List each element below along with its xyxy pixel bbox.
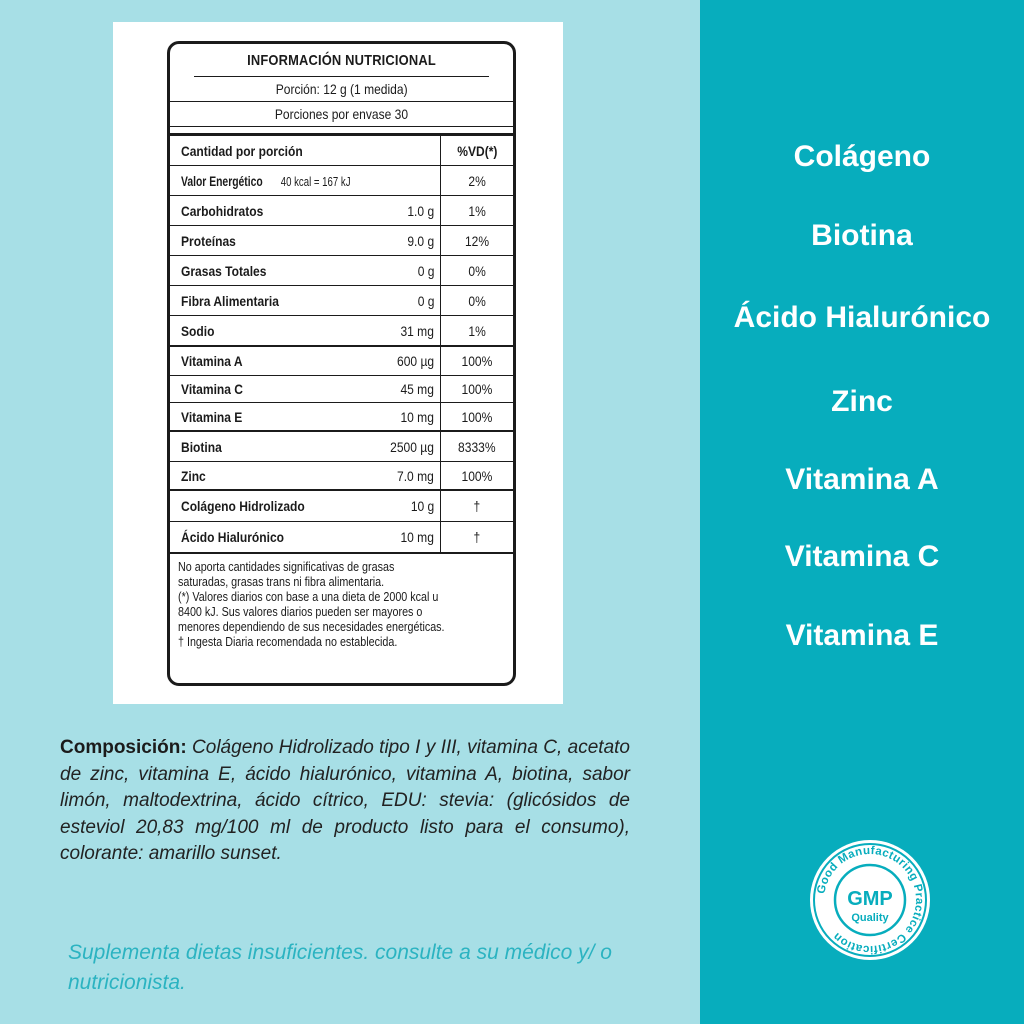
table-header-row	[170, 136, 513, 166]
nutrient-qty: 10 mg	[400, 529, 434, 545]
header-vd: %VD(*)	[456, 142, 498, 159]
table-row	[170, 256, 513, 286]
nutrient-qty: 0 g	[417, 292, 434, 309]
seal-ring-text: Good Manufacturing Practice Certification	[815, 844, 926, 956]
table-row	[170, 376, 513, 403]
nutrient-qty: 31 mg	[400, 322, 434, 339]
nutrient-vd: 1%	[468, 322, 486, 339]
nutrient-name: Biotina	[181, 438, 222, 455]
nutrient-qty: 7.0 mg	[397, 467, 434, 484]
nutrient-name: Vitamina C	[181, 381, 244, 397]
nutrient-name: Carbohidratos	[181, 202, 264, 219]
nutrient-name: Valor Energético	[181, 172, 263, 189]
nutrient-vd: †	[473, 498, 481, 514]
nutrient-name: Proteínas	[181, 232, 236, 249]
nutrient-vd: †	[473, 529, 481, 545]
nutrient-qty: 10 g	[410, 498, 434, 514]
note-line: No aporta cantidades significativas de grasas	[178, 560, 395, 574]
table-row	[170, 316, 513, 347]
nutrient-name: Ácido Hialurónico	[181, 529, 285, 545]
nutrition-title: INFORMACIÓN NUTRICIONAL	[194, 44, 489, 77]
seal-sub-text: Quality	[851, 912, 889, 924]
nutrient-qty: 2500 µg	[390, 438, 434, 455]
composition-label: Composición:	[60, 737, 187, 758]
feature-item: Zinc	[831, 385, 893, 418]
table-row	[170, 462, 513, 491]
nutrient-qty: 9.0 g	[407, 232, 434, 249]
nutrition-notes	[170, 554, 513, 650]
nutrient-vd: 1%	[468, 202, 486, 219]
table-row	[170, 286, 513, 316]
table-row	[170, 166, 513, 196]
gmp-seal-graphic	[808, 838, 932, 962]
table-row	[170, 432, 513, 462]
nutrient-name: Zinc	[181, 467, 206, 484]
note-line: (*) Valores diarios con base a una dieta de 2000 kcal u	[178, 590, 439, 604]
nutrient-name: Fibra Alimentaria	[181, 292, 279, 309]
feature-item: Vitamina A	[785, 463, 939, 496]
feature-item: Ácido Hialurónico	[733, 301, 991, 334]
composition-text	[60, 735, 630, 868]
nutrient-name: Colágeno Hidrolizado	[181, 498, 305, 514]
nutrient-name: Sodio	[181, 322, 215, 339]
nutrient-vd: 0%	[468, 262, 486, 279]
portion-line	[170, 77, 513, 102]
nutrient-vd: 100%	[461, 467, 493, 484]
header-name: Cantidad por porción	[181, 142, 303, 159]
nutrient-qty: 40 kcal = 167 kJ	[281, 173, 351, 189]
seal-center-text: GMP	[847, 888, 893, 910]
nutrient-vd: 0%	[468, 292, 486, 309]
nutrient-qty: 0 g	[417, 262, 434, 279]
nutrient-vd: 12%	[464, 232, 490, 249]
table-row	[170, 403, 513, 432]
nutrient-qty: 45 mg	[400, 381, 434, 397]
nutrient-qty: 600 µg	[396, 353, 434, 369]
nutrient-name: Vitamina E	[181, 408, 243, 425]
nutrient-vd: 100%	[461, 353, 493, 369]
feature-item: Colágeno	[793, 140, 931, 173]
nutrient-vd: 2%	[468, 172, 486, 189]
table-row	[170, 522, 513, 554]
table-row	[170, 196, 513, 226]
note-line: menores dependiendo de sus necesidades energéticas.	[178, 620, 445, 634]
table-row	[170, 491, 513, 522]
nutrient-qty: 1.0 g	[407, 202, 434, 219]
composition-body: Colágeno Hidrolizado tipo I y III, vitamina C, acetato de zinc, vitamina E, ácido hialurónico, vitamina A, biotina, sabor limón, maltodextrina, ácido cítrico, EDU: stevia: (glicósidos de esteviol 20,83 mg/100 ml de producto listo para el consumo), colorante: amarillo sunset.	[60, 737, 630, 864]
nutrient-vd: 100%	[461, 381, 493, 397]
nutrition-table	[167, 41, 516, 686]
table-row	[170, 226, 513, 256]
nutrient-name: Vitamina A	[181, 353, 243, 369]
nutrient-qty: 10 mg	[400, 408, 434, 425]
table-row	[170, 347, 513, 376]
nutrient-vd: 100%	[461, 408, 493, 425]
feature-item: Biotina	[811, 219, 913, 252]
gmp-seal-icon	[808, 838, 932, 962]
nutrient-vd: 8333%	[458, 438, 496, 455]
disclaimer-text: Suplementa dietas insuficientes. consulte a su médico y/ o nutricionista.	[68, 941, 612, 994]
servings-text: Porciones por envase 30	[274, 106, 409, 122]
note-line: † Ingesta Diaria recomendada no establecida.	[178, 635, 398, 649]
note-line: 8400 kJ. Sus valores diarios pueden ser mayores o	[178, 605, 423, 619]
portion-text: Porción: 12 g (1 medida)	[275, 81, 408, 97]
feature-item: Vitamina E	[785, 619, 939, 652]
feature-item: Vitamina C	[784, 540, 940, 573]
note-line: saturadas, grasas trans ni fibra alimentaria.	[178, 575, 385, 589]
nutrient-name: Grasas Totales	[181, 262, 267, 279]
divider	[170, 127, 513, 136]
servings-line	[170, 102, 513, 127]
